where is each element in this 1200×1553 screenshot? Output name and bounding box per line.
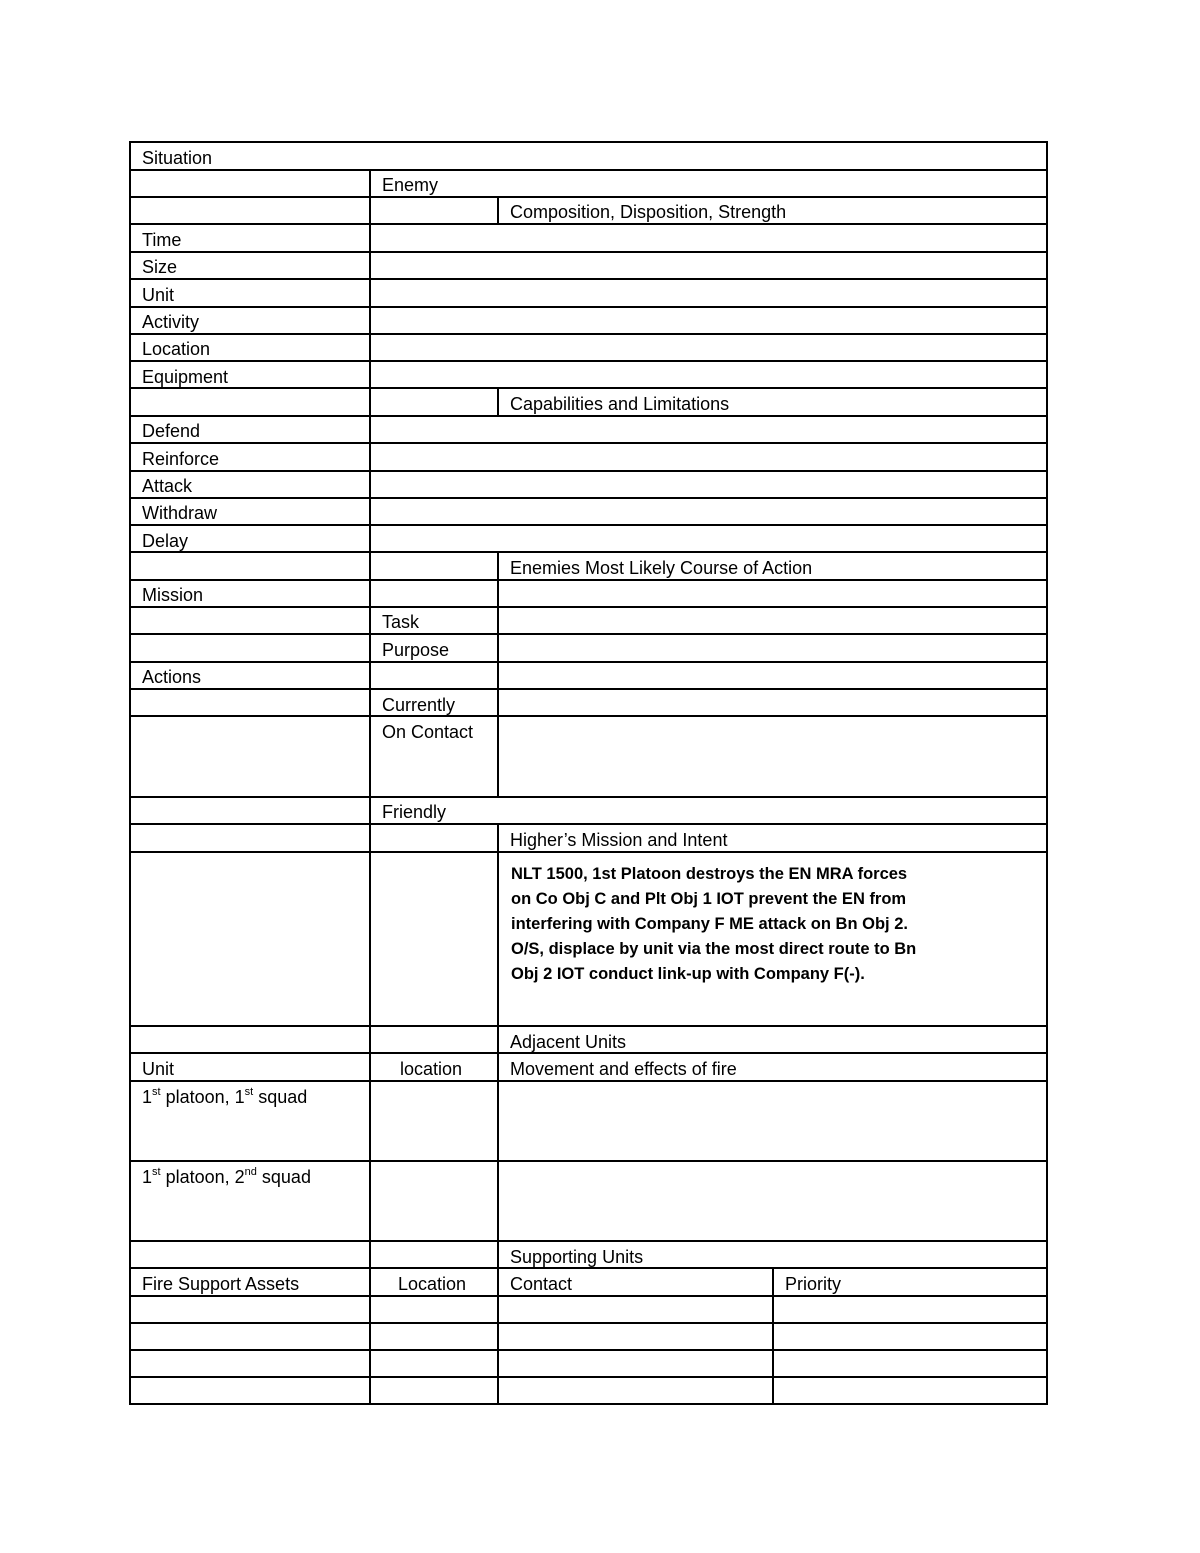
capability-row-defend: Defend xyxy=(142,421,201,441)
capability-row-withdraw: Withdraw xyxy=(142,503,218,523)
currently-label: Currently xyxy=(382,695,456,715)
adjacent-units-header: Adjacent Units xyxy=(510,1032,627,1052)
cds-row-size: Size xyxy=(142,257,178,277)
cds-header: Composition, Disposition, Strength xyxy=(510,202,787,222)
adjacent-col-unit: Unit xyxy=(142,1059,175,1079)
unit-text: squad xyxy=(253,1087,308,1107)
adjacent-col-location: location xyxy=(400,1059,463,1079)
on-contact-label: On Contact xyxy=(382,722,474,742)
situation-heading: Situation xyxy=(142,148,213,168)
ordinal-number: 1 xyxy=(142,1167,153,1187)
unit-text: platoon, 1 xyxy=(160,1087,245,1107)
friendly-heading: Friendly xyxy=(382,802,447,822)
higher-mission-line: O/S, displace by unit via the most direct route to Bn xyxy=(511,940,917,958)
unit-text: platoon, 2 xyxy=(160,1167,245,1187)
cds-row-unit: Unit xyxy=(142,285,175,305)
supporting-col-contact: Contact xyxy=(510,1274,573,1294)
cds-row-equipment: Equipment xyxy=(142,367,229,387)
capability-row-reinforce: Reinforce xyxy=(142,449,220,469)
ordinal-suffix: st xyxy=(152,1166,161,1178)
higher-mission-header: Higher’s Mission and Intent xyxy=(510,830,728,850)
adjacent-col-movement: Movement and effects of fire xyxy=(510,1059,737,1079)
cds-row-location: Location xyxy=(142,339,211,359)
ordinal-suffix: st xyxy=(152,1086,161,1098)
supporting-col-priority: Priority xyxy=(785,1274,842,1294)
coa-header: Enemies Most Likely Course of Action xyxy=(510,558,813,578)
capabilities-header: Capabilities and Limitations xyxy=(510,394,730,414)
mission-label: Mission xyxy=(142,585,204,605)
higher-mission-line: on Co Obj C and Plt Obj 1 IOT prevent the EN from xyxy=(511,890,907,908)
capability-row-attack: Attack xyxy=(142,476,193,496)
supporting-col-assets: Fire Support Assets xyxy=(142,1274,300,1294)
higher-mission-line: Obj 2 IOT conduct link-up with Company F(-). xyxy=(511,965,865,983)
ordinal-suffix: st xyxy=(244,1086,254,1098)
supporting-units-header: Supporting Units xyxy=(510,1247,644,1267)
higher-mission-text xyxy=(511,862,1031,987)
higher-mission-line: NLT 1500, 1st Platoon destroys the EN MRA forces xyxy=(511,865,908,883)
adjacent-row-2nd-squad xyxy=(130,1164,311,1187)
actions-label: Actions xyxy=(142,667,202,687)
cds-row-time: Time xyxy=(142,230,182,250)
unit-text: squad xyxy=(256,1167,311,1187)
higher-mission-line: interfering with Company F ME attack on Bn Obj 2. xyxy=(511,915,908,933)
purpose-label: Purpose xyxy=(382,640,450,660)
cds-row-activity: Activity xyxy=(142,312,200,332)
enemy-heading: Enemy xyxy=(382,175,439,195)
adjacent-row-1st-squad xyxy=(130,1084,307,1107)
ordinal-number: 1 xyxy=(142,1087,153,1107)
task-label: Task xyxy=(382,612,420,632)
ordinal-suffix: nd xyxy=(244,1166,257,1178)
capability-row-delay: Delay xyxy=(142,531,189,551)
supporting-col-location: Location xyxy=(398,1274,467,1294)
